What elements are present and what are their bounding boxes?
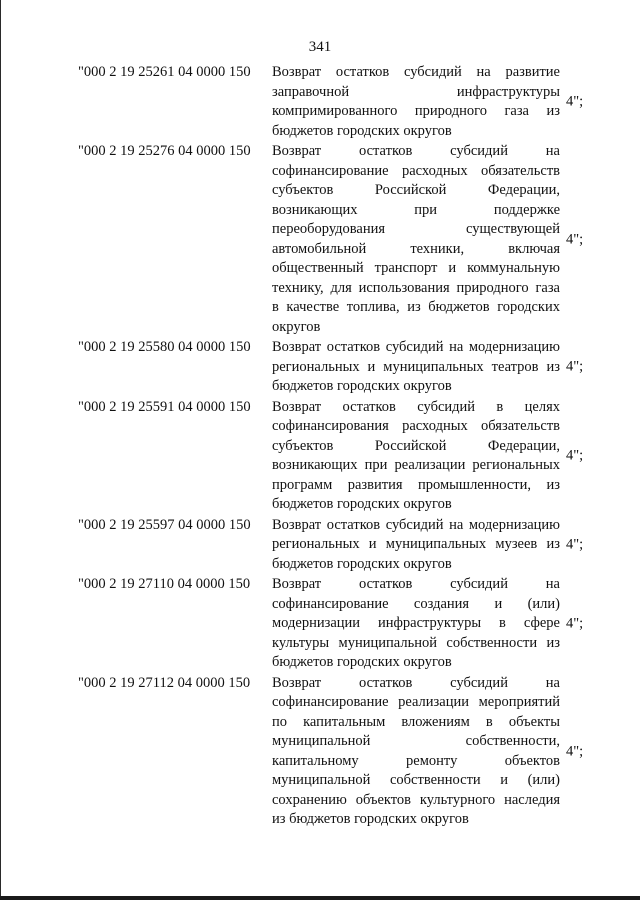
description-line: муниципальной собственности, — [272, 733, 560, 749]
description-line: софинансирование расходных обязательств — [272, 162, 560, 179]
description-line: сохранению объектов культурного наследия — [272, 791, 560, 808]
description-line: муниципальной собственности и (или) — [272, 772, 560, 788]
row-suffix: 4"; — [566, 536, 584, 552]
description-line: общественный транспорт и коммунальную — [272, 260, 560, 276]
row-suffix: 4"; — [566, 742, 584, 759]
code-description — [272, 338, 560, 397]
description-line: бюджетов городских округов — [272, 654, 452, 670]
description-line: из бюджетов городских округов — [272, 811, 469, 827]
code-description — [272, 516, 560, 575]
code-description — [272, 63, 560, 141]
description-line: по капитальным вложениям в объекты — [272, 713, 560, 730]
description-line: бюджетов городских округов — [272, 378, 452, 394]
code-description — [272, 674, 560, 830]
row-suffix: 4"; — [566, 230, 584, 247]
table-row — [0, 575, 640, 673]
description-line: бюджетов городских округов — [272, 555, 452, 572]
table-row — [0, 338, 640, 397]
description-line: Возврат остатков субсидий на развитие — [272, 64, 560, 80]
table-row — [0, 516, 640, 575]
scan-bottom-edge — [0, 896, 640, 900]
page-number: 341 — [308, 39, 332, 55]
description-line: технику, для использования природного газа — [272, 279, 560, 296]
budget-code-table — [0, 63, 640, 831]
description-line: возникающих при поддержке — [272, 201, 560, 218]
description-line: Возврат остатков субсидий в целях — [272, 398, 560, 415]
description-line: переоборудования существующей — [272, 221, 560, 237]
description-line: бюджетов городских округов — [272, 122, 452, 139]
description-line: округов — [272, 318, 321, 335]
description-line: Возврат остатков субсидий на модернизацию — [272, 516, 560, 533]
budget-code: "000 2 19 25261 04 0000 150 — [78, 64, 251, 80]
description-line: культуры муниципальной собственности из — [272, 634, 560, 651]
description-line: компримированного природного газа из — [272, 103, 560, 119]
table-row — [0, 398, 640, 515]
code-description — [272, 142, 560, 337]
row-suffix: 4"; — [566, 615, 584, 631]
description-line: субъектов Российской Федерации, — [272, 182, 560, 198]
budget-code: "000 2 19 27110 04 0000 150 — [78, 576, 251, 592]
table-row — [0, 63, 640, 141]
description-line: бюджетов городских округов — [272, 496, 452, 512]
description-line: в качестве топлива, из бюджетов городских — [272, 299, 560, 315]
description-line: Возврат остатков субсидий на — [272, 674, 560, 691]
description-line: заправочной инфраструктуры — [272, 83, 560, 100]
description-line: софинансирования расходных обязательств — [272, 418, 560, 434]
description-line: Возврат остатков субсидий на модернизацию — [272, 339, 560, 355]
row-suffix: 4"; — [566, 358, 584, 375]
row-suffix: 4"; — [566, 447, 584, 464]
description-line: Возврат остатков субсидий на — [272, 143, 560, 159]
description-line: капитальному ремонту объектов — [272, 752, 560, 769]
description-line: программ развития промышленности, из — [272, 476, 560, 493]
description-line: региональных и муниципальных музеев из — [272, 536, 560, 552]
table-row — [0, 674, 640, 830]
description-line: автомобильной техники, включая — [272, 240, 560, 257]
budget-code: "000 2 19 25597 04 0000 150 — [78, 516, 251, 533]
description-line: региональных и муниципальных театров из — [272, 358, 560, 375]
code-description — [272, 575, 560, 673]
budget-code: "000 2 19 25591 04 0000 150 — [78, 398, 251, 415]
description-line: возникающих при реализации региональных — [272, 457, 560, 473]
budget-code: "000 2 19 27112 04 0000 150 — [78, 674, 251, 691]
budget-code: "000 2 19 25276 04 0000 150 — [78, 143, 251, 159]
code-description — [272, 398, 560, 515]
row-suffix: 4"; — [566, 93, 584, 110]
description-line: софинансирование реализации мероприятий — [272, 694, 560, 710]
description-line: софинансирование создания и (или) — [272, 595, 560, 612]
table-row — [0, 142, 640, 337]
budget-code: "000 2 19 25580 04 0000 150 — [78, 339, 251, 355]
description-line: модернизации инфраструктуры в сфере — [272, 615, 560, 631]
description-line: Возврат остатков субсидий на — [272, 576, 560, 592]
description-line: субъектов Российской Федерации, — [272, 437, 560, 454]
